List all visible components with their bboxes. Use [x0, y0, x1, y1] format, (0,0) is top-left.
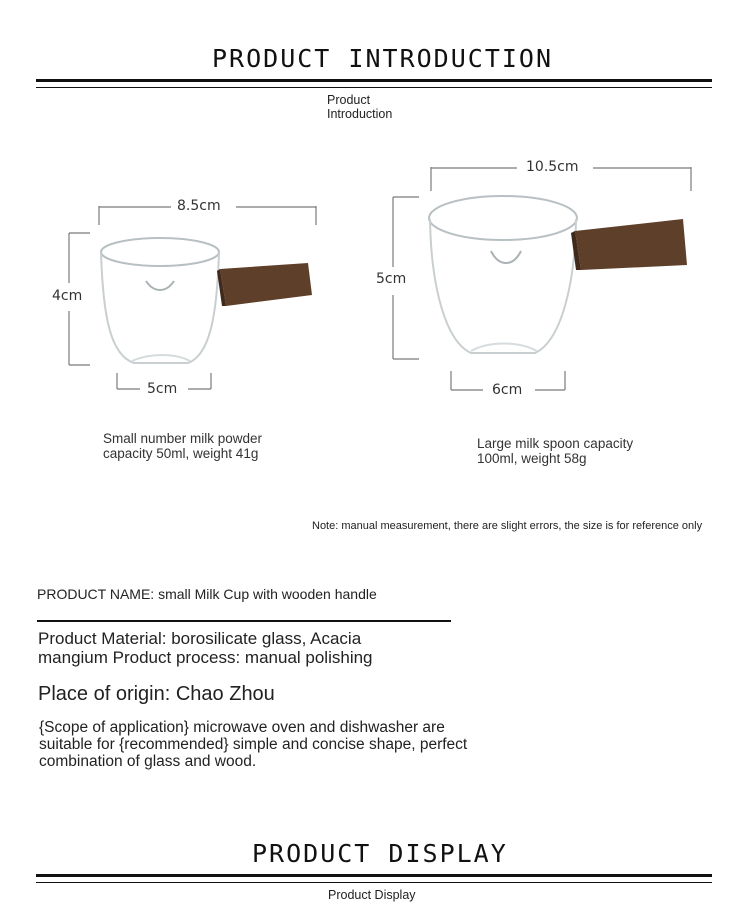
large-height-label: 5cm — [372, 271, 410, 287]
large-cup-caption: Large milk spoon capacity 100ml, weight 58g — [477, 436, 634, 466]
measurement-note: Note: manual measurement, there are slight errors, the size is for reference only — [312, 520, 703, 532]
display-subtitle: Product Display — [328, 888, 416, 902]
display-rule-thick — [36, 874, 712, 877]
small-cup-caption: Small number milk powder capacity 50ml, weight 41g — [103, 431, 263, 461]
large-base-label: 6cm — [488, 382, 526, 398]
small-wood-handle — [220, 263, 312, 306]
intro-rule-thick — [36, 79, 712, 82]
small-glass-cup — [101, 238, 219, 363]
product-name: PRODUCT NAME: small Milk Cup with wooden handle — [37, 586, 377, 602]
large-wood-handle — [575, 219, 687, 270]
intro-subtitle: Product Introduction — [327, 93, 393, 121]
place-of-origin: Place of origin: Chao Zhou — [38, 683, 275, 705]
product-material: Product Material: borosilicate glass, Acacia mangium Product process: manual polishing — [38, 629, 373, 667]
spec-divider — [37, 620, 451, 622]
intro-title: PRODUCT INTRODUCTION — [212, 44, 554, 73]
display-rule-thin — [36, 882, 712, 883]
intro-rule-thin — [36, 87, 712, 88]
display-title: PRODUCT DISPLAY — [252, 839, 508, 868]
small-width-label: 8.5cm — [173, 198, 225, 214]
large-cup-diagram — [385, 155, 705, 405]
large-glass-cup — [429, 196, 577, 353]
large-width-label: 10.5cm — [522, 159, 583, 175]
scope-of-application: {Scope of application} microwave oven and dishwasher are suitable for {recommended} simple and concise shape, perfect combination of glass and wood. — [39, 719, 468, 770]
small-base-label: 5cm — [143, 381, 181, 397]
small-height-label: 4cm — [48, 288, 86, 304]
